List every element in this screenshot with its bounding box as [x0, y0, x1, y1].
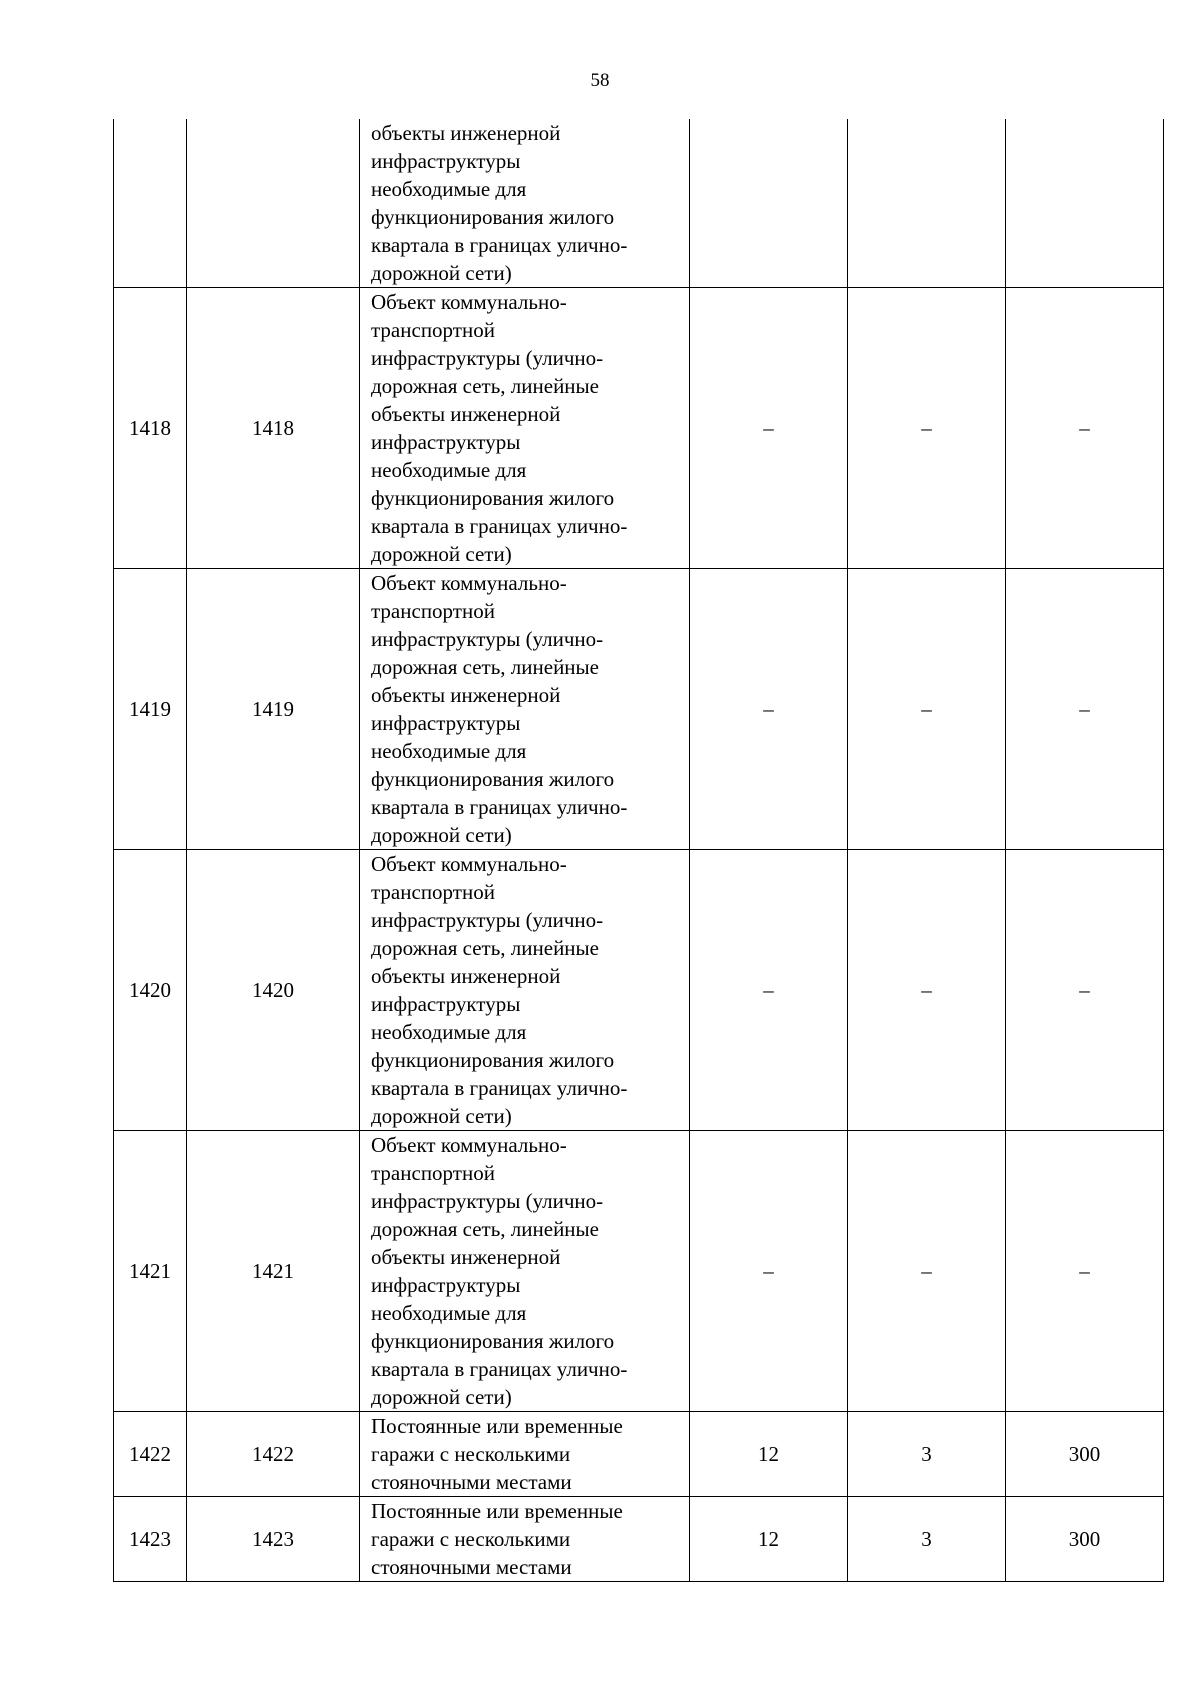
row-number-cell	[114, 119, 187, 288]
row-value-3-cell: –	[1006, 850, 1164, 1131]
row-value-3-cell	[1006, 119, 1164, 288]
row-value-1-cell: 12	[690, 1412, 848, 1497]
row-code-cell	[187, 119, 360, 288]
row-code-cell: 1419	[187, 569, 360, 850]
row-number-cell: 1418	[114, 288, 187, 569]
page-number: 58	[590, 70, 610, 91]
row-description-cell: Объект коммунально- транспортной инфраструктуры (улично- дорожная сеть, линейные объекты инженерной инфраструктуры необходимые для функционирования жилого квартала в границах улично- дорожной сети)	[360, 569, 690, 850]
row-value-2-cell: –	[848, 850, 1006, 1131]
table-row	[114, 288, 1164, 569]
table-row	[114, 1497, 1164, 1582]
row-number-cell: 1420	[114, 850, 187, 1131]
data-table	[113, 119, 1164, 1582]
row-number-cell: 1419	[114, 569, 187, 850]
table-row	[114, 1412, 1164, 1497]
row-description-cell: Объект коммунально- транспортной инфраструктуры (улично- дорожная сеть, линейные объекты инженерной инфраструктуры необходимые для функционирования жилого квартала в границах улично- дорожной сети)	[360, 850, 690, 1131]
row-value-3-cell: –	[1006, 288, 1164, 569]
row-value-3-cell: 300	[1006, 1412, 1164, 1497]
row-number-cell: 1422	[114, 1412, 187, 1497]
row-description-cell: Постоянные или временные гаражи с несколькими стояночными местами	[360, 1412, 690, 1497]
row-value-1-cell: –	[690, 288, 848, 569]
table-row	[114, 850, 1164, 1131]
row-code-cell: 1420	[187, 850, 360, 1131]
row-description-cell: Объект коммунально- транспортной инфраструктуры (улично- дорожная сеть, линейные объекты инженерной инфраструктуры необходимые для функционирования жилого квартала в границах улично- дорожной сети)	[360, 288, 690, 569]
row-value-2-cell: 3	[848, 1497, 1006, 1582]
row-value-2-cell	[848, 119, 1006, 288]
row-code-cell: 1418	[187, 288, 360, 569]
row-value-3-cell: –	[1006, 1131, 1164, 1412]
row-value-3-cell: 300	[1006, 1497, 1164, 1582]
row-value-1-cell: –	[690, 569, 848, 850]
table-row	[114, 1131, 1164, 1412]
row-number-cell: 1423	[114, 1497, 187, 1582]
table-row	[114, 569, 1164, 850]
row-value-1-cell: –	[690, 1131, 848, 1412]
row-value-2-cell: 3	[848, 1412, 1006, 1497]
table-row-continued	[114, 119, 1164, 288]
row-code-cell: 1422	[187, 1412, 360, 1497]
row-value-2-cell: –	[848, 288, 1006, 569]
row-value-3-cell: –	[1006, 569, 1164, 850]
row-value-1-cell: 12	[690, 1497, 848, 1582]
row-code-cell: 1423	[187, 1497, 360, 1582]
row-number-cell: 1421	[114, 1131, 187, 1412]
row-code-cell: 1421	[187, 1131, 360, 1412]
row-value-1-cell	[690, 119, 848, 288]
row-value-1-cell: –	[690, 850, 848, 1131]
row-description-cell: Объект коммунально- транспортной инфраструктуры (улично- дорожная сеть, линейные объекты инженерной инфраструктуры необходимые для функционирования жилого квартала в границах улично- дорожной сети)	[360, 1131, 690, 1412]
row-description-cell: Постоянные или временные гаражи с несколькими стояночными местами	[360, 1497, 690, 1582]
row-description-cell: объекты инженерной инфраструктуры необходимые для функционирования жилого квартала в границах улично- дорожной сети)	[360, 119, 690, 288]
row-value-2-cell: –	[848, 1131, 1006, 1412]
row-value-2-cell: –	[848, 569, 1006, 850]
